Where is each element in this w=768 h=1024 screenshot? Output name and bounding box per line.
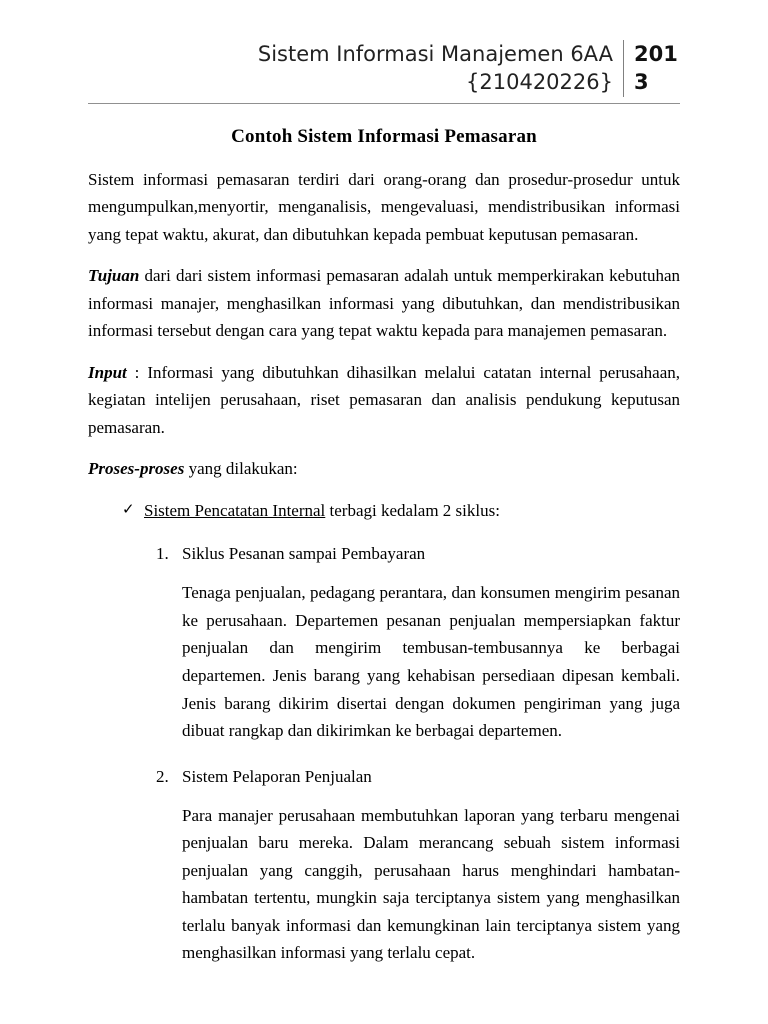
check-icon: ✓	[122, 500, 135, 518]
list-item-2-title: Sistem Pelaporan Penjualan	[182, 766, 372, 786]
list-item-1	[88, 540, 680, 567]
section-tujuan-lead: Tujuan	[88, 266, 140, 286]
list-item-1-marker: 1.	[156, 544, 169, 564]
section-input-lead: Input	[88, 362, 127, 382]
header-course-title: Sistem Informasi Manajemen 6AA	[257, 42, 613, 66]
check-item-underlined: Sistem Pencatatan Internal	[144, 501, 326, 520]
header-year-line1: 201	[634, 42, 678, 66]
list-item-2-body: Para manajer perusahaan membutuhkan laporan yang terbaru mengenai penjualan baru mereka. Dalam merancang sebuah sistem informasi penjualan yang canggih, perusahaan harus menghindari hambatan-hambatan tertentu, mungkin saja terciptanya sistem yang menghasilkan terlalu banyak informasi dan kemungkinan lain terciptanya sistem yang menghasilkan informasi yang terlalu cepat.	[182, 805, 680, 963]
page-header	[88, 40, 680, 101]
list-item-2-marker: 2.	[156, 766, 169, 786]
list-item-1-body: Tenaga penjualan, pedagang perantara, dan konsumen mengirim pesanan ke perusahaan. Departemen pesanan penjualan mempersiapkan faktur penjualan dan mengirim tembusan-tembusannya ke berbagai departemen. Jenis barang yang kehabisan persediaan dipesan kembali. Jenis barang dikirim disertai dengan dokumen pengiriman yang juga dibuat rangkap dan dikirimkan ke berbagai departemen.	[182, 583, 680, 741]
header-divider	[88, 103, 680, 104]
intro-paragraph: Sistem informasi pemasaran terdiri dari orang-orang dan prosedur-prosedur untuk mengumpulkan,menyortir, menganalisis, mengevaluasi, mendistribusikan informasi yang tepat waktu, akurat, dan dibutuhkan kepada pembuat keputusan pemasaran.	[88, 169, 680, 244]
list-item-check	[88, 497, 680, 524]
section-input	[88, 359, 680, 442]
section-proses-lead: Proses-proses	[88, 459, 185, 479]
section-input-text: : Informasi yang dibutuhkan dihasilkan melalui catatan internal perusahaan, kegiatan intelijen perusahaan, riset pemasaran dan analisis pendukung keputusan pemasaran.	[88, 362, 680, 437]
section-tujuan-text: dari dari sistem informasi pemasaran adalah untuk memperkirakan kebutuhan informasi manajer, menghasilkan informasi yang dibutuhkan, dan mendistribusikan informasi tersebut dengan cara yang tepat waktu kepada para manajemen pemasaran.	[88, 266, 680, 341]
section-proses-text: yang dilakukan:	[184, 459, 298, 479]
header-year-line2: 3	[634, 70, 649, 95]
header-course-block	[88, 40, 623, 97]
section-tujuan	[88, 262, 680, 345]
header-year-block	[623, 40, 680, 97]
section-proses	[88, 455, 680, 483]
check-item-text	[144, 497, 500, 524]
header-student-id: {210420226}	[466, 70, 613, 95]
list-item-1-title: Siklus Pesanan sampai Pembayaran	[182, 544, 426, 564]
list-item-2	[88, 763, 680, 790]
page-title: Contoh Sistem Informasi Pemasaran	[231, 125, 537, 147]
check-item-rest: terbagi kedalam 2 siklus:	[325, 501, 500, 520]
